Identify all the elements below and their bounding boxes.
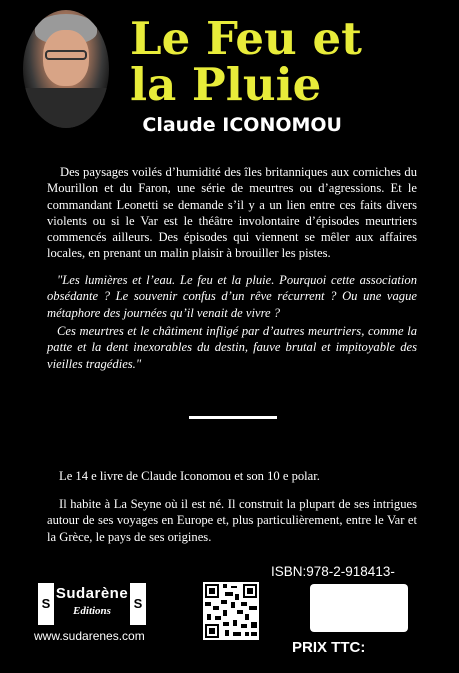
logo-subtitle: Editions [73, 605, 111, 617]
title-line-2: la Pluie [130, 58, 322, 111]
book-title [130, 12, 430, 111]
divider [189, 416, 277, 419]
isbn-text: ISBN:978-2-918413- [271, 564, 395, 579]
bio-paragraph-2: Il habite à La Seyne où il est né. Il construit la plupart de ses intrigues autour de ses voyages en Europe et, plus particulièrement, entre le Var et la Grèce, le pays de ses origines. [47, 497, 417, 544]
title-line-1: Le Feu et [130, 12, 362, 65]
synopsis-paragraph-1: Des paysages voilés d’humidité des îles britanniques aux corniches du Mourillon et du Faron, une série de meurtres ou d’agressions. Et le commandant Leonetti se demande s’il y a un lien entre ces faits divers violents ou si le Var est le théâtre involontaire d’épisodes meurtriers commencés ailleurs. Des épisodes qui viennent se mêler aux affaires locales, en prenant un malin plaisir à brouiller les pistes. [47, 165, 417, 261]
publisher-website: www.sudarenes.com [34, 629, 145, 643]
synopsis-quote-2: Ces meurtres et le châtiment infligé par d’autres meurtriers, comme la patte et la dent inexorables du destin, fauve brutal et impitoyable des vieilles tragédies." [47, 324, 417, 371]
bio-paragraph-1: Le 14 e livre de Claude Iconomou et son 10 e polar. [59, 469, 320, 483]
author-photo [23, 10, 109, 128]
synopsis-quote-1: "Les lumières et l’eau. Le feu et la pluie. Pourquoi cette association obsédante ? Le souvenir confus d’un rêve récurrent ? Ou une vague métaphore des journées qu’il venait de vivre ? [47, 273, 417, 320]
price-label: PRIX TTC: [292, 639, 366, 656]
qr-code-icon [203, 582, 259, 640]
logo-right-box: S [130, 583, 146, 625]
logo-name: Sudarène [55, 585, 129, 602]
barcode-placeholder [310, 584, 408, 632]
logo-left-box: S [38, 583, 54, 625]
publisher-logo [38, 583, 146, 623]
author-name: Claude ICONOMOU [142, 114, 342, 136]
